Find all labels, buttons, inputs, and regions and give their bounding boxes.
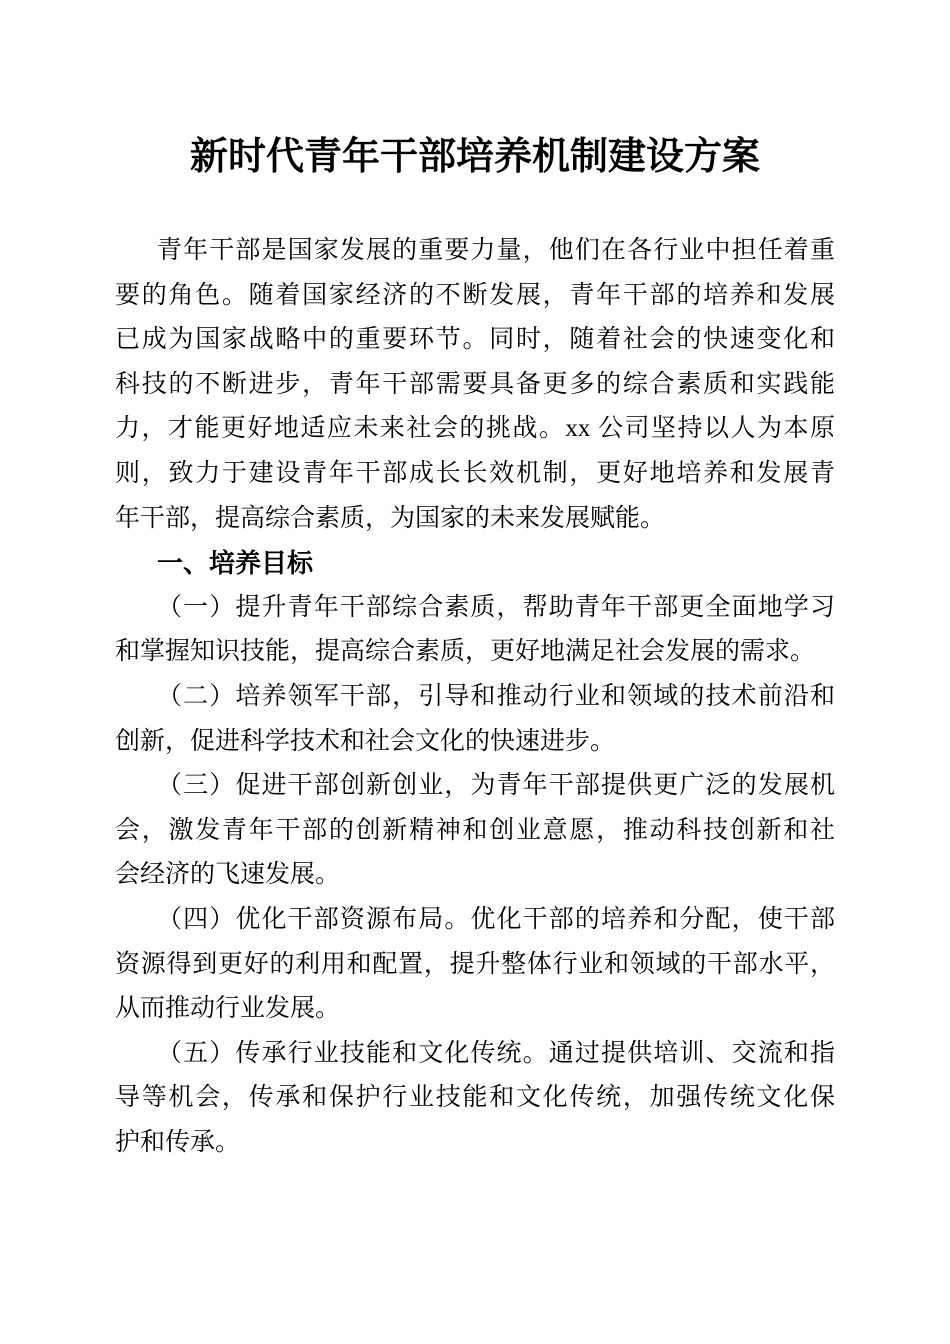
text-line: 会经济的飞速发展。	[115, 861, 341, 889]
text-line: 科技的不断进步，青年干部需要具备更多的综合素质和实践能	[115, 370, 835, 398]
document-body	[115, 229, 835, 1165]
paragraph	[115, 586, 835, 675]
text-line: 要的角色。随着国家经济的不断发展，青年干部的培养和发展	[115, 281, 835, 309]
text-line: （一）提升青年干部综合素质，帮助青年干部更全面地学习	[157, 593, 835, 621]
text-line: 和掌握知识技能，提高综合素质，更好地满足社会发展的需求。	[115, 638, 816, 666]
text-line: 已成为国家战略中的重要环节。同时，随着社会的快速变化和	[115, 326, 835, 354]
paragraph	[115, 898, 835, 1032]
text-line: 力，才能更好地适应未来社会的挑战。xx 公司坚持以人为本原	[115, 415, 835, 443]
section-heading	[115, 541, 835, 586]
paragraph	[115, 229, 835, 541]
text-line: （二）培养领军干部，引导和推动行业和领域的技术前沿和	[157, 682, 835, 710]
text-line: 会，激发青年干部的创新精神和创业意愿，推动科技创新和社	[115, 816, 835, 844]
text-line: 导等机会，传承和保护行业技能和文化传统，加强传统文化保	[115, 1084, 835, 1112]
paragraph	[115, 1032, 835, 1166]
text-line: 创新，促进科学技术和社会文化的快速进步。	[115, 727, 616, 755]
text-line: 资源得到更好的利用和配置，提升整体行业和领域的干部水平，	[115, 950, 835, 978]
text-line: （三）促进干部创新创业，为青年干部提供更广泛的发展机	[157, 772, 835, 800]
text-line: 一、培养目标	[157, 548, 314, 579]
text-line: 从而推动行业发展。	[115, 995, 341, 1023]
text-line: 年干部，提高综合素质，为国家的未来发展赋能。	[115, 504, 666, 532]
text-line: 青年干部是国家发展的重要力量，他们在各行业中担任着重	[157, 237, 835, 264]
text-line: 护和传承。	[115, 1128, 241, 1156]
document-title: 新时代青年干部培养机制建设方案	[189, 136, 760, 178]
text-line: （五）传承行业技能和文化传统。通过提供培训、交流和指	[157, 1039, 835, 1067]
paragraph	[115, 764, 835, 898]
paragraph	[115, 675, 835, 764]
text-line: （四）优化干部资源布局。优化干部的培养和分配，使干部	[157, 905, 835, 933]
text-line: 则，致力于建设青年干部成长长效机制，更好地培养和发展青	[115, 459, 835, 487]
